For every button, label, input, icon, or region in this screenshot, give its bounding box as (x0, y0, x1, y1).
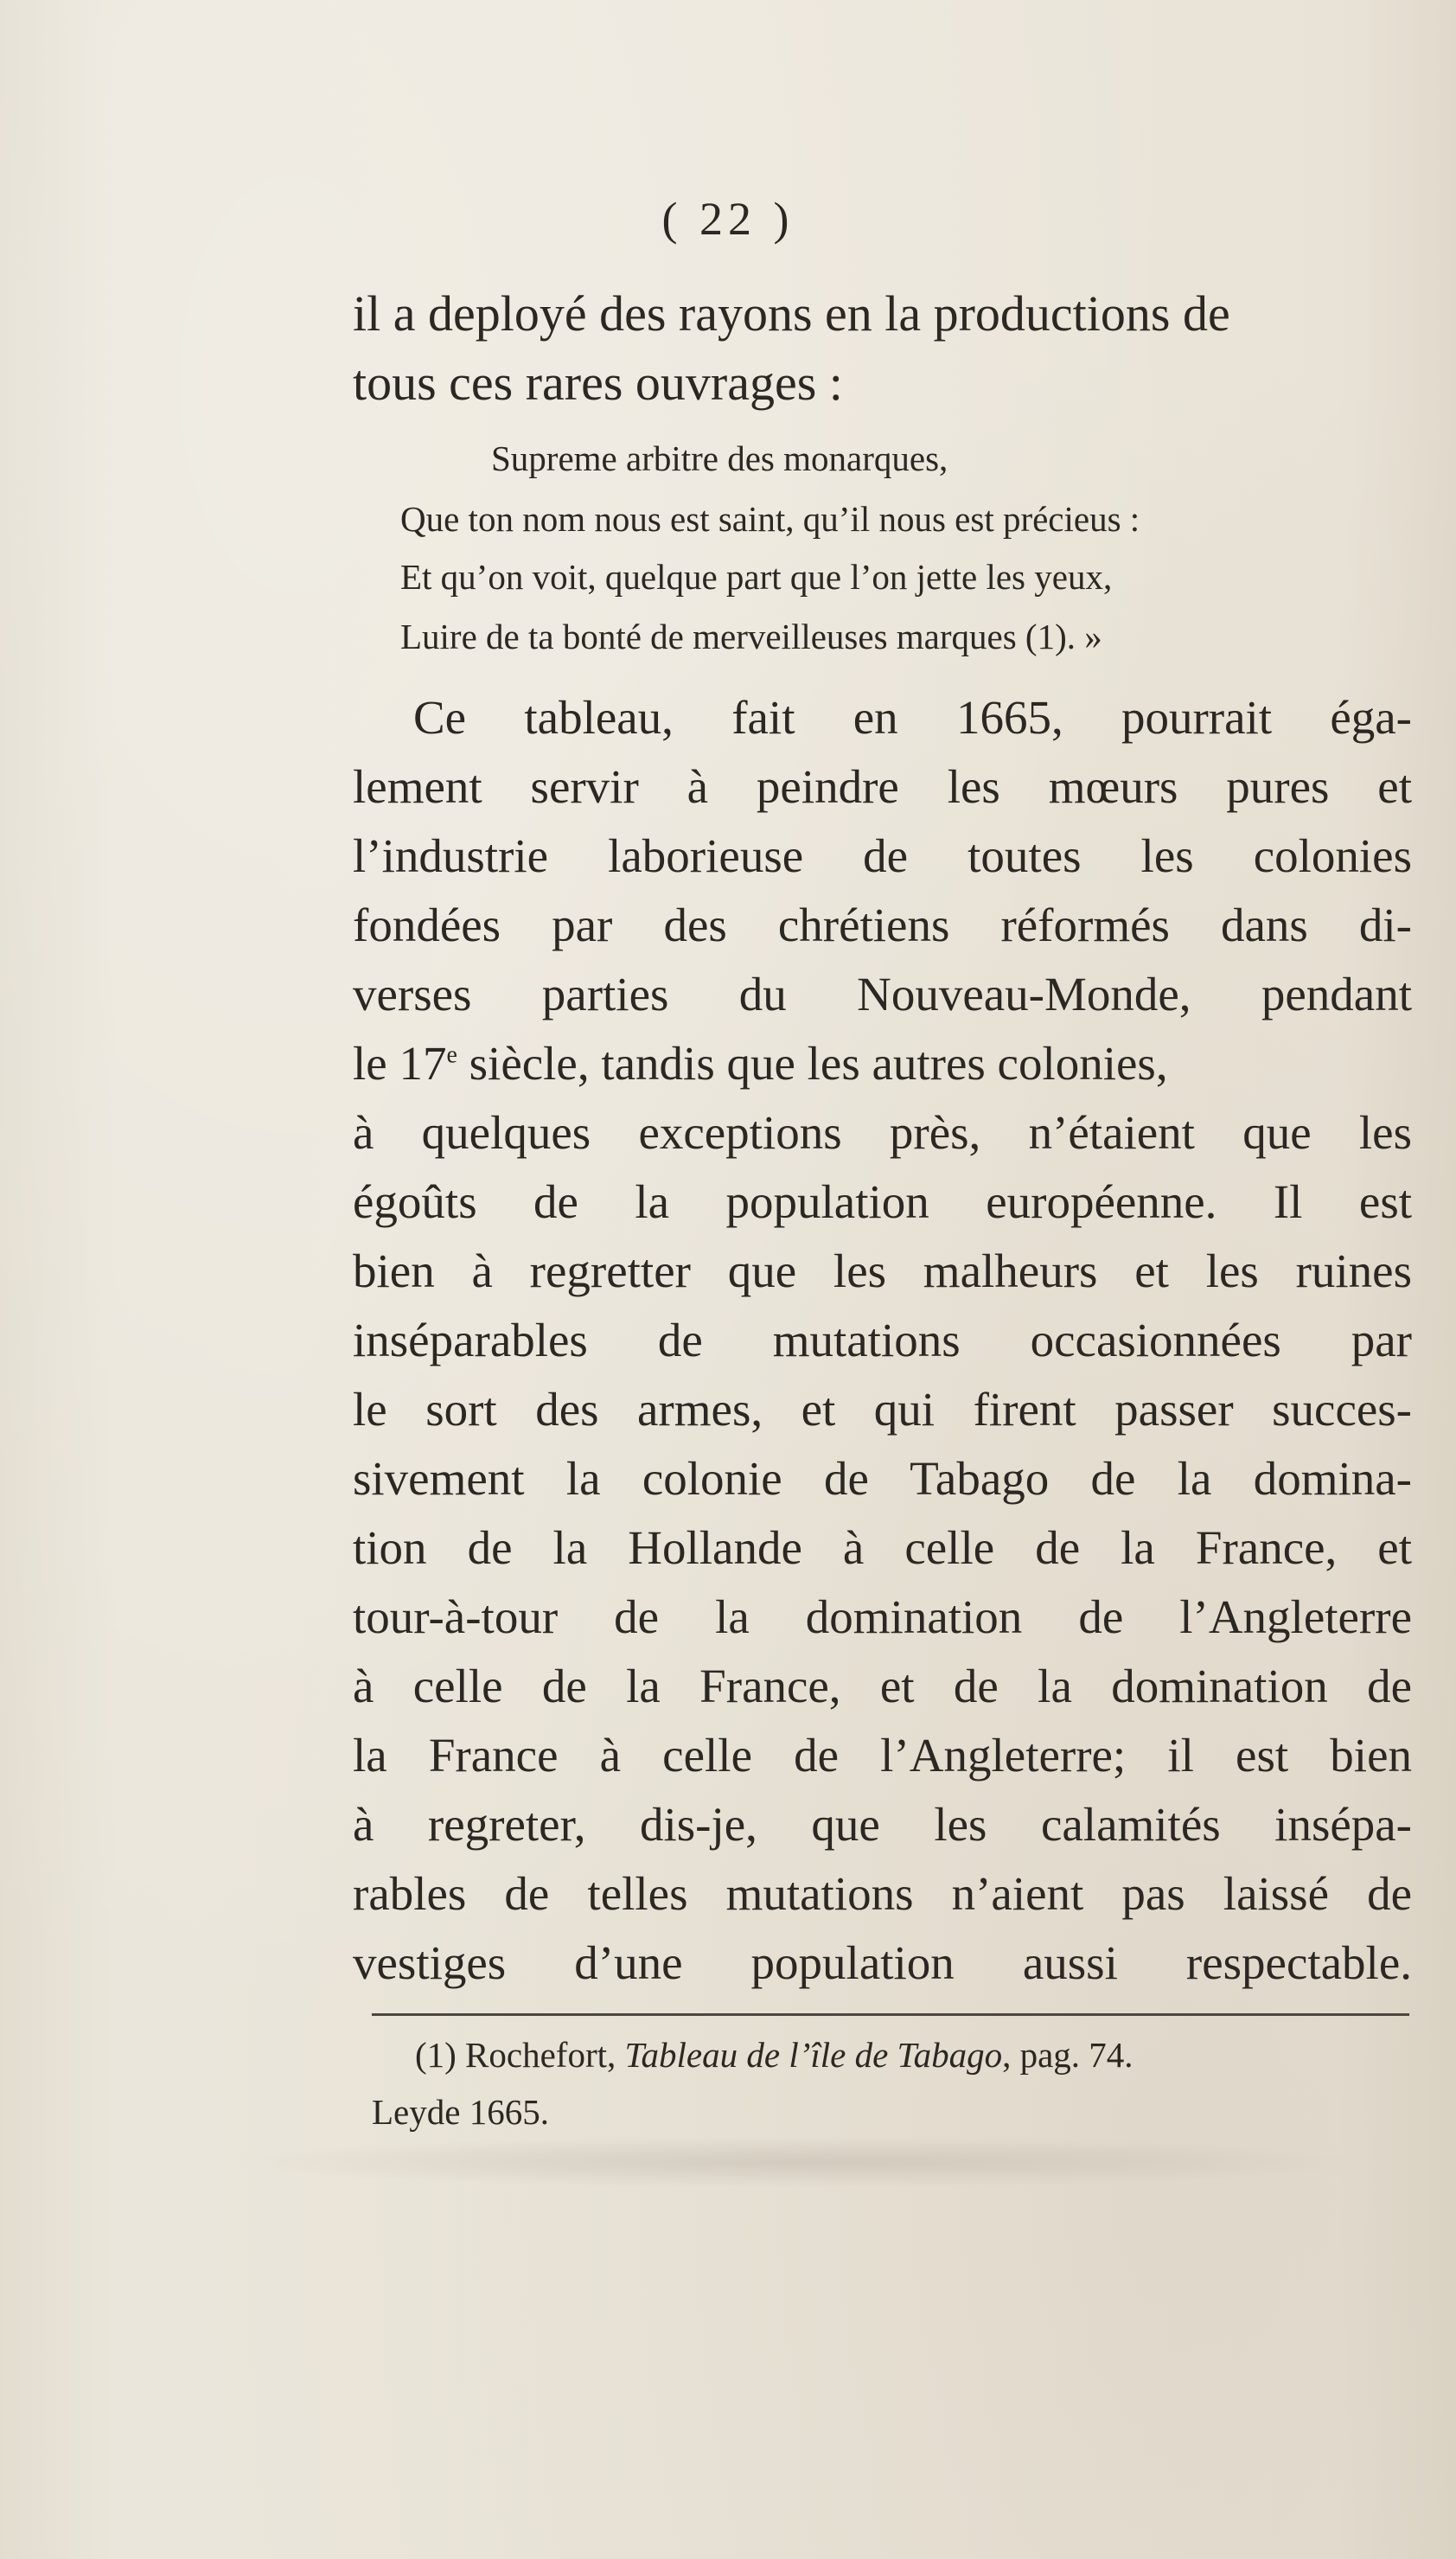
superscript: e (446, 1041, 457, 1069)
century-rest: siècle, tandis que les autres colonies, (457, 1037, 1168, 1090)
footnote-line-1 (415, 2034, 1134, 2076)
footnote-divider (372, 2013, 1409, 2016)
verse-line-1: Supreme arbitre des monarques, (491, 438, 948, 478)
paragraph-line: vestiges d’une population aussi respectable. (353, 1936, 1412, 1989)
paragraph-line: rables de telles mutations n’aient pas laissé de (353, 1867, 1412, 1920)
paragraph-line: bien à regretter que les malheurs et les ruines (353, 1244, 1412, 1297)
page-shadow (225, 2136, 1375, 2188)
paragraph-line: tion de la Hollande à celle de la France, et (353, 1521, 1412, 1574)
paragraph-line: la France à celle de l’Angleterre; il est bien (353, 1729, 1412, 1782)
paragraph-line: à celle de la France, et de la domination de (353, 1660, 1412, 1712)
footnote-line-2: Leyde 1665. (372, 2092, 549, 2132)
verse-line-4: Luire de ta bonté de merveilleuses marques (1). » (400, 617, 1102, 656)
paragraph-line: fondées par des chrétiens réformés dans di- (353, 899, 1412, 951)
paragraph-line: à quelques exceptions près, n’étaient que les (353, 1106, 1412, 1159)
paragraph-line: inséparables de mutations occasionnées par (353, 1314, 1412, 1366)
paragraph-line: tour-à-tour de la domination de l’Angleterre (353, 1590, 1412, 1643)
paragraph-line: à regreter, dis-je, que les calamités insépa- (353, 1798, 1412, 1851)
verse-line-3: Et qu’on voit, quelque part que l’on jette les yeux, (400, 557, 1113, 597)
paragraph-line: l’industrie laborieuse de toutes les colonies (353, 829, 1412, 882)
paragraph-line: sivement la colonie de Tabago de la domina- (353, 1452, 1412, 1505)
footnote-title: Tableau de l’île de Tabago (624, 2035, 1003, 2075)
footnote-page: , pag. 74. (1002, 2035, 1134, 2075)
page-number: ( 22 ) (661, 193, 795, 245)
paragraph-line: le sort des armes, et qui firent passer succes- (353, 1383, 1412, 1436)
paragraph-line: égoûts de la population européenne. Il est (353, 1175, 1412, 1228)
paragraph-line (353, 1033, 1412, 1094)
paragraph-line: lement servir à peindre les mœurs pures et (353, 760, 1412, 813)
paragraph-line: verses parties du Nouveau-Monde, pendant (353, 968, 1412, 1020)
century-text: le 17 (353, 1037, 447, 1090)
footnote-marker: (1) Rochefort, (415, 2035, 625, 2075)
intro-line-2: tous ces rares ouvrages : (353, 355, 843, 411)
intro-line-1: il a deployé des rayons en la productions de (353, 285, 1230, 342)
verse-line-2: Que ton nom nous est saint, qu’il nous est précieus : (400, 499, 1140, 539)
paragraph-line: Ce tableau, fait en 1665, pourrait éga- (413, 691, 1412, 744)
